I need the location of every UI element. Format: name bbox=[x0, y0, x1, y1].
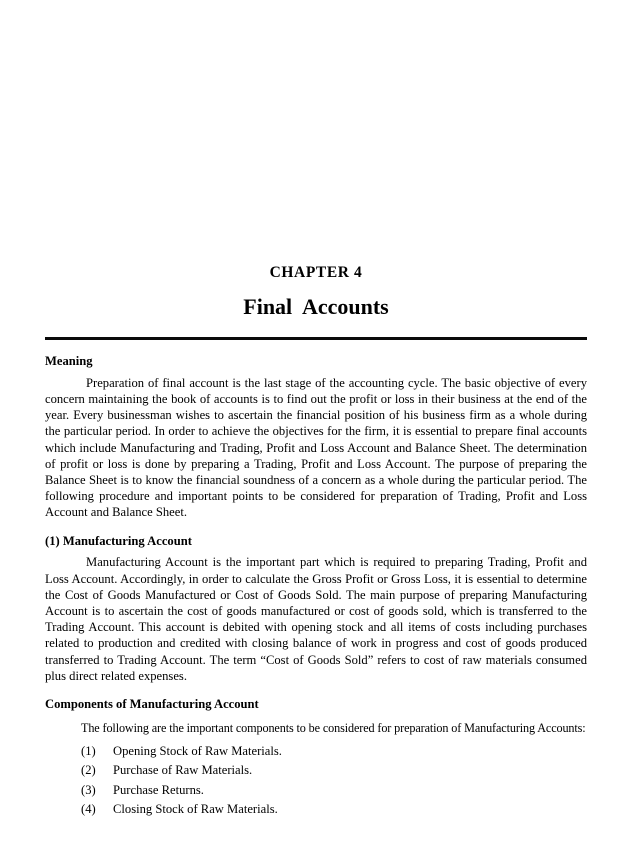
list-item bbox=[45, 781, 587, 800]
list-item-label: Purchase of Raw Materials. bbox=[113, 763, 253, 778]
chapter-title: Final Accounts bbox=[243, 293, 389, 319]
components-list bbox=[45, 742, 587, 820]
list-item-label: Purchase Returns. bbox=[113, 782, 204, 797]
list-item bbox=[45, 800, 587, 819]
list-item-marker: (3) bbox=[81, 782, 96, 797]
page-content bbox=[45, 0, 587, 819]
list-item bbox=[45, 761, 587, 780]
section-heading-manufacturing-account: (1) Manufacturing Account bbox=[45, 533, 192, 548]
list-item-label: Opening Stock of Raw Materials. bbox=[113, 743, 282, 758]
list-item-marker: (2) bbox=[81, 763, 96, 778]
chapter-heading-block bbox=[45, 0, 587, 320]
section-heading-meaning: Meaning bbox=[45, 354, 93, 369]
horizontal-rule bbox=[45, 337, 587, 340]
section-heading-components: Components of Manufacturing Account bbox=[45, 697, 259, 712]
paragraph-meaning: Preparation of final account is the last stage of the accounting cycle. The basic objective of every concern maintaining the book of accounts is to find out the profit or loss in their business at the end of the year. Every businessman wishes to ascertain the financial position of his business firm as a whole during the particular period. In order to achieve the objectives for the firm, it is essential to prepare final accounts which include Manufacturing and Trading, Profit and Loss Account and Balance Sheet. The determination of profit or loss is done by preparing a Trading, Profit and Loss Account. The purpose of preparing the Balance Sheet is to know the financial soundness of a concern as a whole during the particular period. The following procedure and important points to be considered for preparation of Trading, Profit and Loss Account and Balance Sheet. bbox=[45, 375, 587, 520]
list-item bbox=[45, 742, 587, 761]
list-item-marker: (4) bbox=[81, 801, 96, 816]
paragraph-components-intro: The following are the important components to be considered for preparation of Manufacturing Accounts: bbox=[81, 720, 586, 735]
paragraph-manufacturing-account: Manufacturing Account is the important part which is required to preparing Trading, Profit and Loss Account. Accordingly, in order to calculate the Gross Profit or Gross Loss, it is essential to determine the Cost of Goods Manufactured or Cost of Goods Sold. The main purpose of preparing Manufacturing Account is to ascertain the cost of goods manufactured or cost of goods sold, which is transferred to the Trading Account. This account is debited with opening stock and all items of costs including purchases related to production and credited with closing balance of work in progress and cost of goods produced transferred to Trading Account. The term “Cost of Goods Sold” refers to cost of raw materials consumed plus direct related expenses. bbox=[45, 555, 587, 683]
list-item-marker: (1) bbox=[81, 743, 96, 758]
list-item-label: Closing Stock of Raw Materials. bbox=[113, 801, 278, 816]
chapter-number-label: CHAPTER 4 bbox=[269, 264, 363, 281]
